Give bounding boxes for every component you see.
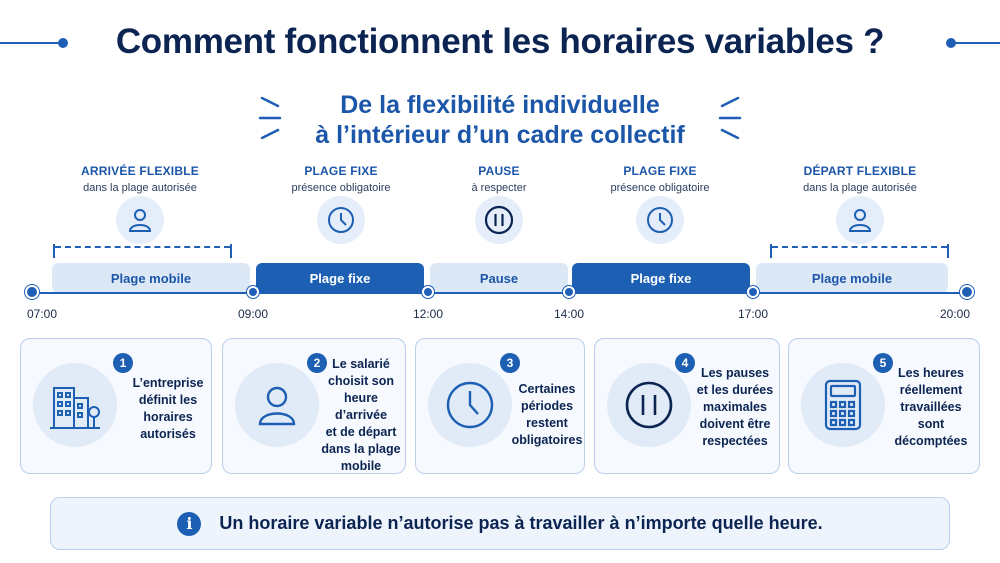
bar-plage-mobile-2: Plage mobile xyxy=(756,263,948,293)
step-text-line: doivent être xyxy=(699,417,771,431)
person-icon xyxy=(836,196,884,244)
step-text-line: et les durées xyxy=(696,383,774,397)
phase-title: PLAGE FIXE xyxy=(623,164,697,178)
phase-title: PLAGE FIXE xyxy=(304,164,378,178)
bar-plage-fixe-2: Plage fixe xyxy=(572,263,750,293)
time-label: 09:00 xyxy=(237,307,269,321)
timeline-tick xyxy=(25,285,39,299)
timeline-tick xyxy=(422,286,434,298)
step-text xyxy=(889,365,973,450)
departure-flex-range xyxy=(772,246,947,256)
step-number-badge: 4 xyxy=(675,353,695,373)
step-text xyxy=(125,375,211,443)
phase-subtitle: présence obligatoire xyxy=(610,182,710,194)
timeline-axis xyxy=(32,292,967,294)
step-text-line: obligatoires xyxy=(511,433,583,447)
phase-depart xyxy=(780,164,940,194)
pause-icon xyxy=(607,363,691,447)
time-label: 07:00 xyxy=(26,307,58,321)
phase-title: PAUSE xyxy=(478,164,520,178)
time-label: 12:00 xyxy=(412,307,444,321)
step-card-5 xyxy=(788,338,980,474)
step-text-line: Le salarié xyxy=(332,357,390,371)
bar-plage-mobile-1: Plage mobile xyxy=(52,263,250,293)
timeline-tick xyxy=(747,286,759,298)
info-icon: i xyxy=(177,512,201,536)
phase-subtitle: à respecter xyxy=(471,182,527,194)
time-label: 20:00 xyxy=(939,307,971,321)
subtitle-line-2: à l’intérieur d’un cadre collectif xyxy=(315,121,685,149)
phase-title: ARRIVÉE FLEXIBLE xyxy=(81,164,199,178)
step-text-line: restent xyxy=(526,416,568,430)
timeline-tick xyxy=(960,285,974,299)
step-text-line: définit les xyxy=(138,393,198,407)
step-text-line: Certaines xyxy=(518,382,576,396)
step-text-line: autorisés xyxy=(140,427,196,441)
step-number-badge: 3 xyxy=(500,353,520,373)
pause-icon xyxy=(475,196,523,244)
step-text-line: Les heures xyxy=(897,366,964,380)
step-text-line: réellement xyxy=(899,383,963,397)
step-text-line: L’entreprise xyxy=(132,376,204,390)
range-marker-end xyxy=(947,244,949,258)
step-card-3 xyxy=(415,338,585,474)
phase-subtitle: dans la plage autorisée xyxy=(803,182,917,194)
person-icon xyxy=(235,363,319,447)
step-text xyxy=(691,365,779,450)
step-text-line: respectées xyxy=(702,434,768,448)
step-text-line: Les pauses xyxy=(700,366,770,380)
step-card-4 xyxy=(594,338,780,474)
phase-subtitle: présence obligatoire xyxy=(291,182,391,194)
person-icon xyxy=(116,196,164,244)
phase-plage-fixe-2 xyxy=(580,164,740,194)
step-text xyxy=(510,381,584,449)
step-text-line: maximales xyxy=(703,400,767,414)
page-title: Comment fonctionnent les horaires variables ? xyxy=(115,22,885,61)
burst-right-icon xyxy=(712,94,742,144)
building-icon xyxy=(33,363,117,447)
phase-arrivee xyxy=(60,164,220,194)
title-decoration-line-right xyxy=(952,42,1000,44)
range-marker-end xyxy=(230,244,232,258)
step-number-badge: 5 xyxy=(873,353,893,373)
info-note-text: Un horaire variable n’autorise pas à travailler à n’importe quelle heure. xyxy=(219,513,823,533)
bar-pause: Pause xyxy=(430,263,568,293)
subtitle-line-1: De la flexibilité individuelle xyxy=(340,91,660,119)
clock-icon xyxy=(636,196,684,244)
clock-icon xyxy=(428,363,512,447)
arrival-flex-range xyxy=(55,246,230,256)
phase-title: DÉPART FLEXIBLE xyxy=(803,164,917,178)
step-text-line: sont xyxy=(917,417,945,431)
step-text-line: travaillées xyxy=(900,400,962,414)
timeline-tick xyxy=(563,286,575,298)
bar-plage-fixe-1: Plage fixe xyxy=(256,263,424,293)
step-text-line: dans la plage xyxy=(321,442,401,456)
step-text-line: décomptées xyxy=(894,434,968,448)
title-row xyxy=(0,22,1000,66)
subtitle xyxy=(200,90,800,150)
clock-icon xyxy=(317,196,365,244)
step-text-line: heure d’arrivée xyxy=(334,391,388,422)
step-number-badge: 2 xyxy=(307,353,327,373)
info-note xyxy=(50,497,950,550)
calculator-icon xyxy=(801,363,885,447)
phase-plage-fixe-1 xyxy=(261,164,421,194)
phase-subtitle: dans la plage autorisée xyxy=(83,182,197,194)
step-text-line: périodes xyxy=(520,399,574,413)
time-label: 14:00 xyxy=(553,307,585,321)
phase-pause xyxy=(419,164,579,194)
step-text xyxy=(317,356,405,475)
step-text-line: et de départ xyxy=(325,425,397,439)
step-number-badge: 1 xyxy=(113,353,133,373)
step-text-line: choisit son xyxy=(328,374,394,388)
step-card-1 xyxy=(20,338,212,474)
step-text-line: mobile xyxy=(340,459,382,473)
timeline-tick xyxy=(247,286,259,298)
time-label: 17:00 xyxy=(737,307,769,321)
step-text-line: horaires xyxy=(143,410,193,424)
step-card-2 xyxy=(222,338,406,474)
